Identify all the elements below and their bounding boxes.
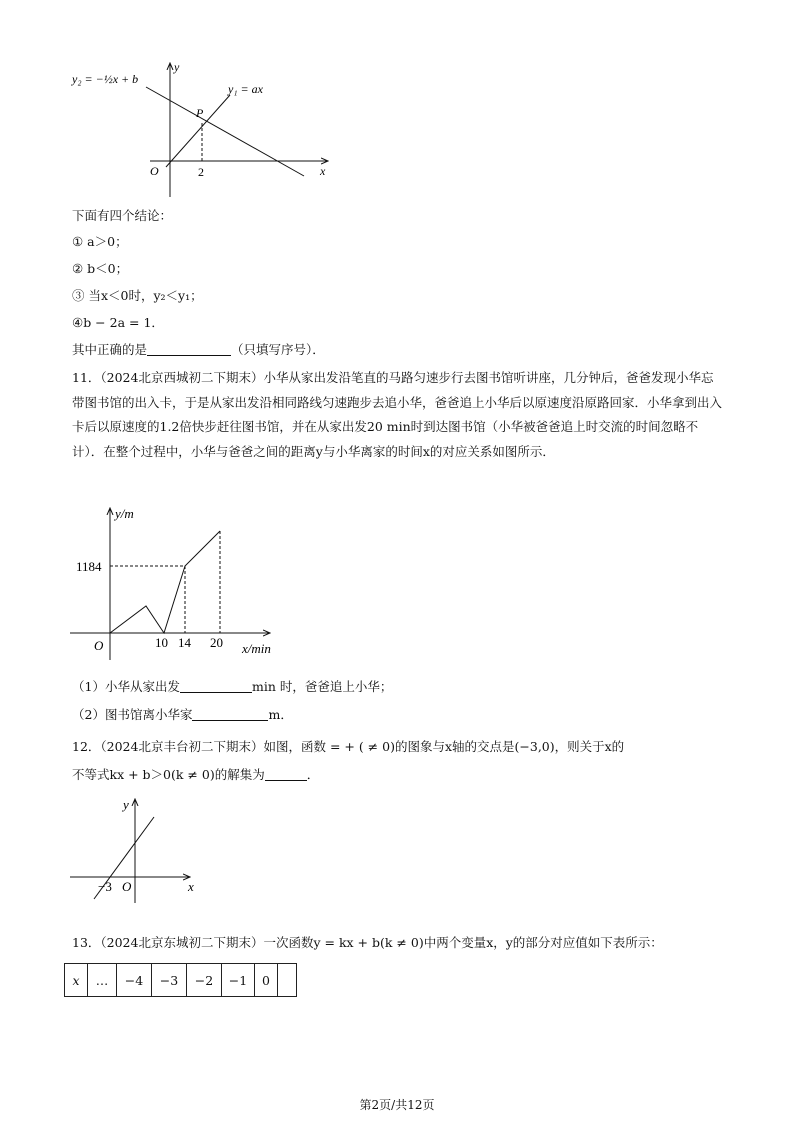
tick-20: 20 <box>210 635 223 650</box>
tick-1184: 1184 <box>76 559 102 574</box>
q11-sub1-blank[interactable] <box>180 680 252 693</box>
q12-line2 <box>72 767 319 783</box>
q10-answer-blank[interactable] <box>147 343 231 356</box>
graph-distance-time <box>60 500 290 662</box>
q10-item-4: ④b − 2a = 1． <box>72 315 164 330</box>
q11-sub1-suffix: min 时，爸爸追上小华； <box>251 679 393 694</box>
q10-item-3: ③ 当x＜0时，y₂＜y₁； <box>72 288 203 303</box>
table-cell: −1 <box>222 964 255 997</box>
label-y1: y₁ = ax <box>228 82 263 96</box>
table-cell: −4 <box>117 964 152 997</box>
q11-sub2 <box>72 707 293 723</box>
q13-text: 13．（2024北京东城初二下期末）一次函数y = kx + b(k ≠ 0)中两个变量x，y的部分对应值如下表所示： <box>72 935 663 950</box>
label-x: x <box>320 164 326 178</box>
label-y: y <box>174 60 180 74</box>
label-y2: y₂ = −½x + b <box>72 72 139 86</box>
ylabel: y/m <box>115 506 134 521</box>
table-cell: −3 <box>152 964 187 997</box>
graph-lines-intersection <box>60 55 350 205</box>
label-P: P <box>196 106 204 120</box>
table-cell: −2 <box>187 964 222 997</box>
label-O: O <box>122 879 132 894</box>
q11-sub1-prefix: （1）小华从家出发 <box>72 679 180 694</box>
tick-10: 10 <box>155 635 168 650</box>
distance-curve <box>110 531 220 633</box>
q10-item-2: ② b＜0； <box>72 261 129 276</box>
table-row <box>65 964 297 997</box>
q10-answer-prefix: 其中正确的是 <box>72 342 148 357</box>
q10-answer-suffix: （只填写序号）． <box>231 342 325 357</box>
q11-sub2-suffix: m． <box>268 707 293 722</box>
q11-sub2-blank[interactable] <box>192 708 268 721</box>
q12-line2-prefix: 不等式kx + b＞0(k ≠ 0)的解集为 <box>72 767 265 782</box>
q10-answer-line <box>72 342 325 358</box>
table-cell: 0 <box>255 964 278 997</box>
q11-sub1 <box>72 679 392 695</box>
q11-text: 11．（2024北京西城初二下期末）小华从家出发沿笔直的马路匀速步行去图书馆听讲座，几分钟后，爸爸发现小华忘带图书馆的出入卡，于是从家出发沿相同路线匀速跑步去追小华，爸爸追上小华后以原速度沿原路回家．小华拿到出入卡后以原速度的1.2倍快步赶往图书馆，并在从家出发20 min时到达图书馆（小华被爸爸追上时交流的时间忽略不计）．在整个过程中，小华与爸爸之间的距离y与小华离家的时间x的对应关系如图所示． <box>72 370 723 459</box>
label-x: x <box>188 879 194 894</box>
table-cell <box>278 964 297 997</box>
q11-sub2-prefix: （2）图书馆离小华家 <box>72 707 193 722</box>
q10-intro: 下面有四个结论： <box>72 208 173 223</box>
table-cell: x <box>65 964 88 997</box>
q12-line2-suffix: ． <box>306 767 320 782</box>
q12-answer-blank[interactable] <box>265 768 307 781</box>
xlabel: x/min <box>242 641 271 656</box>
q10-item-1: ① a＞0； <box>72 234 128 249</box>
graph-kx-plus-b <box>60 795 210 905</box>
origin-label: O <box>94 638 104 653</box>
label-y: y <box>123 797 129 812</box>
q13-value-table <box>64 963 297 997</box>
q12-line1: 12．（2024北京丰台初二下期末）如图，函数 = + ( ≠ 0)的图象与x轴的交点是(−3,0)，则关于x的 <box>72 739 625 754</box>
tick-2: 2 <box>198 165 204 179</box>
tick-14: 14 <box>178 635 191 650</box>
table-cell: … <box>88 964 117 997</box>
label-O: O <box>150 164 159 178</box>
page-number: 第2页/共12页 <box>359 1098 435 1112</box>
label-neg3: −3 <box>98 879 112 894</box>
